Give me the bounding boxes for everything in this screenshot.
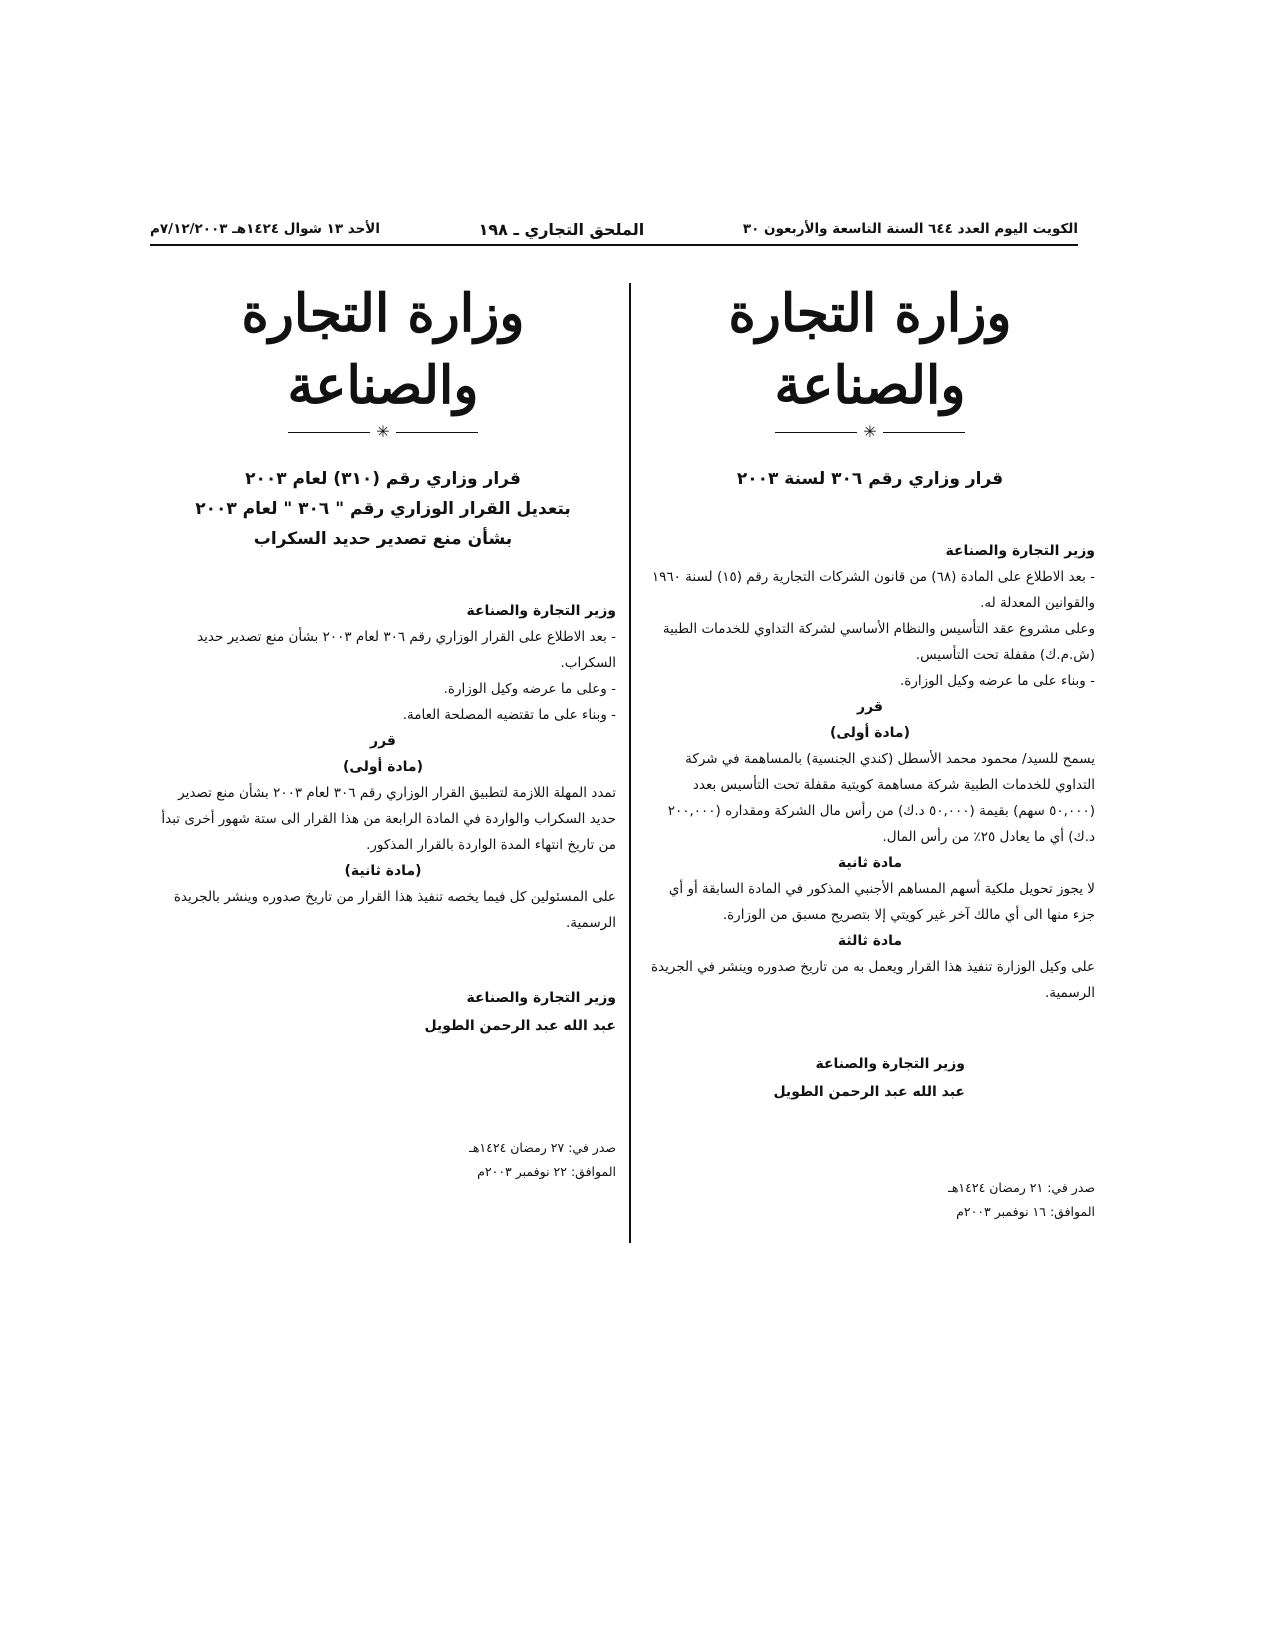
signature-name: عبد الله عبد الرحمن الطويل bbox=[424, 1018, 616, 1034]
article-2-heading: مادة ثانية bbox=[837, 855, 903, 871]
header-date: الأحد ١٣ شوال ١٤٢٤هـ ٧/١٢/٢٠٠٣م bbox=[150, 221, 380, 237]
title-ornament bbox=[288, 424, 478, 440]
decision-title: قرار وزاري رقم ٣٠٦ لسنة ٢٠٠٣ bbox=[736, 469, 1004, 489]
preamble-item: وعلى مشروع عقد التأسيس والنظام الأساسي لشركة التداوي للخدمات الطبية (ش.م.ك) مقفلة تحت التأسيس. bbox=[662, 621, 1095, 663]
decision-310-column bbox=[150, 278, 616, 1184]
ministry-title: وزارة التجارة والصناعة bbox=[728, 283, 1012, 416]
issued-date: صدر في: ٢٧ رمضان ١٤٢٤هـ bbox=[469, 1140, 616, 1155]
preamble-item: - وعلى ما عرضه وكيل الوزارة. bbox=[443, 681, 616, 697]
column-divider bbox=[629, 283, 631, 1243]
asterisk-icon: ✳ bbox=[863, 422, 877, 441]
preamble-item: - بعد الاطلاع على المادة (٦٨) من قانون الشركات التجارية رقم (١٥) لسنة ١٩٦٠ والقوانين المعدلة له. bbox=[651, 569, 1095, 611]
signature-title: وزير التجارة والصناعة bbox=[815, 1056, 965, 1072]
decision-306-column bbox=[645, 278, 1095, 1224]
article-1-heading: (مادة أولى) bbox=[830, 725, 910, 741]
minister-heading: وزير التجارة والصناعة bbox=[466, 603, 616, 619]
header-supplement: الملحق التجاري ـ ١٩٨ bbox=[478, 219, 645, 239]
article-1-text: يسمح للسيد/ محمود محمد الأسطل (كندي الجنسية) بالمساهمة في شركة التداوي للخدمات الطبية شركة مساهمة كويتية مقفلة تحت التأسيس بعدد (٥٠,٠٠٠ سهم) بقيمة (٥٠,٠٠٠ د.ك) من رأس مال الشركة ومقداره (٢٠٠,٠٠٠ د.ك) أي ما يعادل ٢٥٪ من رأس المال. bbox=[667, 751, 1095, 845]
minister-heading: وزير التجارة والصناعة bbox=[945, 543, 1095, 559]
ministry-title: وزارة التجارة والصناعة bbox=[241, 283, 525, 416]
preamble-item: - وبناء على ما عرضه وكيل الوزارة. bbox=[900, 673, 1095, 689]
asterisk-icon: ✳ bbox=[376, 422, 390, 441]
signature-block bbox=[150, 984, 616, 1040]
decision-title-line-1: قرار وزاري رقم (٣١٠) لعام ٢٠٠٣ bbox=[245, 469, 521, 489]
article-2-text: لا يجوز تحويل ملكية أسهم المساهم الأجنبي المذكور في المادة السابقة أو أي جزء منها الى أي مالك آخر غير كويتي إلا بتصريح مسبق من الوزارة. bbox=[668, 881, 1095, 923]
preamble-item: - بعد الاطلاع على القرار الوزاري رقم ٣٠٦ لعام ٢٠٠٣ بشأن منع تصدير حديد السكراب. bbox=[197, 629, 616, 671]
decided-heading: قرر bbox=[370, 733, 396, 749]
corresponding-date: الموافق: ٢٢ نوفمبر ٢٠٠٣م bbox=[477, 1164, 616, 1179]
signature-name: عبد الله عبد الرحمن الطويل bbox=[773, 1084, 965, 1100]
corresponding-date: الموافق: ١٦ نوفمبر ٢٠٠٣م bbox=[956, 1204, 1095, 1219]
issue-dates bbox=[645, 1176, 1095, 1224]
article-2-text: على المسئولين كل فيما يخصه تنفيذ هذا القرار من تاريخ صدوره وينشر بالجريدة الرسمية. bbox=[173, 889, 616, 931]
decision-title-line-3: بشأن منع تصدير حديد السكراب bbox=[253, 529, 513, 549]
article-1-text: تمدد المهلة اللازمة لتطبيق القرار الوزاري رقم ٣٠٦ لعام ٢٠٠٣ بشأن منع تصدير حديد السكراب والواردة في المادة الرابعة من هذا القرار الى ستة شهور أخرى تبدأ من تاريخ انتهاء المدة الواردة بالقرار المذكور. bbox=[161, 785, 616, 853]
decided-heading: قرر bbox=[857, 699, 883, 715]
preamble-item: - وبناء على ما تقتضيه المصلحة العامة. bbox=[402, 707, 616, 723]
article-1-heading: (مادة أولى) bbox=[343, 759, 423, 775]
running-header bbox=[150, 214, 1078, 246]
issued-date: صدر في: ٢١ رمضان ١٤٢٤هـ bbox=[948, 1180, 1095, 1195]
article-2-heading: (مادة ثانية) bbox=[344, 863, 422, 879]
article-3-heading: مادة ثالثة bbox=[837, 933, 903, 949]
signature-title: وزير التجارة والصناعة bbox=[466, 990, 616, 1006]
article-3-text: على وكيل الوزارة تنفيذ هذا القرار ويعمل به من تاريخ صدوره وينشر في الجريدة الرسمية. bbox=[650, 959, 1095, 1001]
decision-title-line-2: بتعديل القرار الوزاري رقم " ٣٠٦ " لعام ٢٠٠٣ bbox=[195, 499, 571, 519]
header-issue-info: الكويت اليوم العدد ٦٤٤ السنة التاسعة والأربعون ٣٠ bbox=[742, 221, 1078, 237]
issue-dates bbox=[150, 1136, 616, 1184]
signature-block bbox=[645, 1050, 1095, 1106]
title-ornament bbox=[775, 424, 965, 440]
